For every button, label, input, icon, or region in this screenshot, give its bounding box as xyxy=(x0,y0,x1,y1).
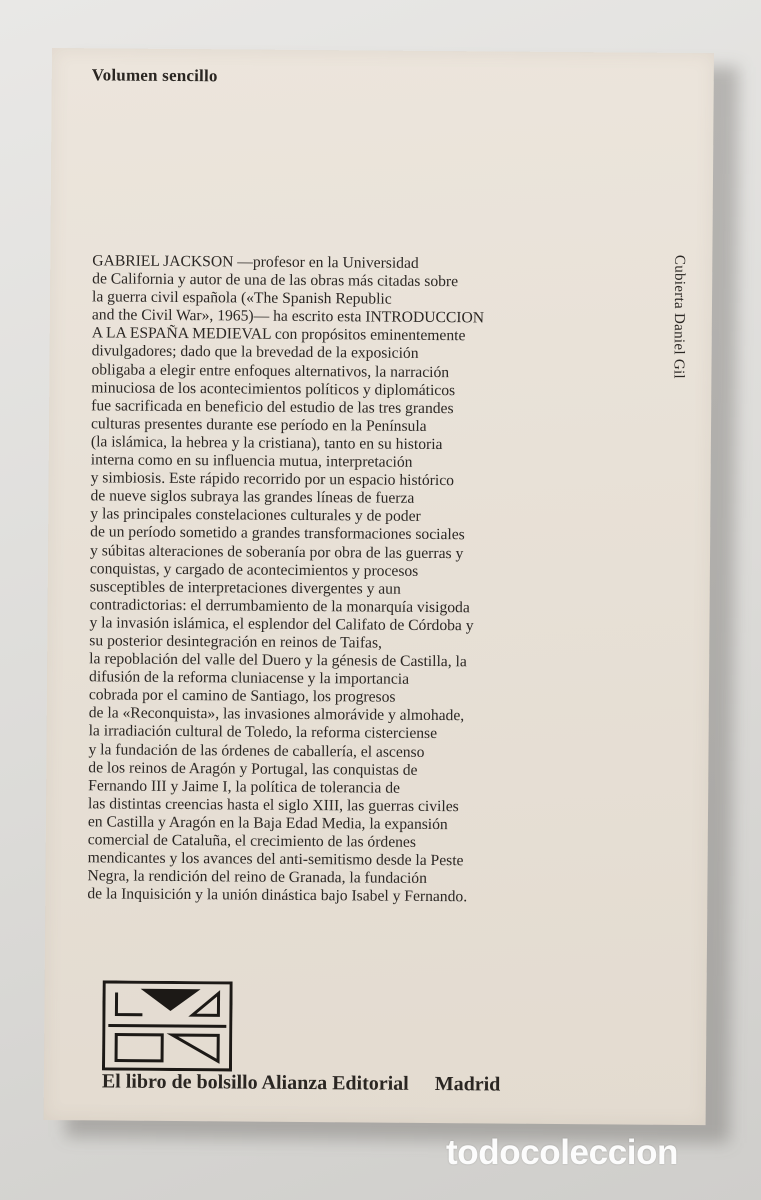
blurb-line: la irradiación cultural de Toledo, la reforma cisterciense xyxy=(88,722,438,743)
blurb-line: y súbitas alteraciones de soberanía por obra de las guerras y xyxy=(89,541,464,562)
todocoleccion-watermark: todocoleccion xyxy=(446,1133,679,1172)
blurb-line: la guerra civil española («The Spanish Republic xyxy=(91,288,392,308)
blurb-line: en Castilla y Aragón en la Baja Edad Media, la expansión xyxy=(87,813,448,834)
blurb-line: and the Civil War», 1965)— ha escrito esta INTRODUCCION xyxy=(91,306,485,327)
blurb-line: interna como en su influencia mutua, interpretación xyxy=(90,451,413,471)
blurb-line: de un período sometido a grandes transformaciones sociales xyxy=(90,523,465,544)
blurb-line: y la invasión islámica, el esplendor del Califato de Córdoba y xyxy=(89,614,474,635)
blurb-line: minuciosa de los acontecimientos políticos y diplomáticos xyxy=(91,378,456,399)
blurb-line: de la «Reconquista», las invasiones almorávide y almohade, xyxy=(88,704,465,725)
blurb-line: su posterior desintegración en reinos de Taifas, xyxy=(89,632,383,652)
blurb-line: y simbiosis. Este rápido recorrido por un espacio histórico xyxy=(90,469,455,490)
blurb-line: obligaba a elegir entre enfoques alternativos, la narración xyxy=(91,360,450,381)
blurb-line: fue sacrificada en beneficio del estudio de las tres grandes xyxy=(91,397,454,417)
blurb-line: (la islámica, la hebrea y la cristiana), tanto en su historia xyxy=(90,433,443,454)
series-name: El libro de bolsillo Alianza Editorial xyxy=(101,1070,409,1095)
blurb-line: susceptibles de interpretaciones divergentes y aun xyxy=(89,578,401,598)
blurb-line: A LA ESPAÑA MEDIEVAL con propósitos eminentemente xyxy=(91,324,466,345)
book-back-cover xyxy=(44,48,714,1125)
blurb-line: las distintas creencias hasta el siglo XIII, las guerras civiles xyxy=(87,795,459,816)
blurb-line: conquistas, y cargado de acontecimientos y procesos xyxy=(89,559,419,580)
blurb-line: Fernando III y Jaime I, la política de tolerancia de xyxy=(88,777,401,797)
blurb-line: y la fundación de las órdenes de caballería, el ascenso xyxy=(88,740,425,761)
blurb-line: Negra, la rendición del reino de Granada, la fundación xyxy=(87,867,428,888)
blurb-line: de la Inquisición y la unión dinástica bajo Isabel y Fernando. xyxy=(87,885,468,906)
blurb-line: divulgadores; dado que la brevedad de la exposición xyxy=(91,342,419,363)
blurb-line: y las principales constelaciones culturales y de poder xyxy=(90,505,421,526)
blurb-line: GABRIEL JACKSON —profesor en la Universidad xyxy=(92,252,419,272)
alianza-editorial-logo-icon xyxy=(102,980,233,1071)
blurb-line: mendicantes y los avances del anti-semitismo desde la Peste xyxy=(87,849,464,870)
blurb-line: difusión de la reforma cluniacense y la importancia xyxy=(88,668,410,688)
blurb-line: culturas presentes durante ese período en la Península xyxy=(90,415,427,435)
blurb-line: la repoblación del valle del Duero y la génesis de Castilla, la xyxy=(89,650,467,671)
blurb-line: de nueve siglos subraya las grandes líneas de fuerza xyxy=(90,487,415,508)
publisher-city: Madrid xyxy=(434,1073,501,1096)
publisher-imprint xyxy=(102,1070,501,1096)
blurb-line: comercial de Cataluña, el crecimiento de las órdenes xyxy=(87,831,417,851)
blurb-line: de los reinos de Aragón y Portugal, las conquistas de xyxy=(88,758,418,779)
blurb-line: contradictorias: el derrumbamiento de la monarquía visigoda xyxy=(89,596,470,617)
volume-label: Volumen sencillo xyxy=(91,65,218,86)
blurb-line: de California y autor de una de las obras más citadas sobre xyxy=(92,270,459,291)
blurb-line: cobrada por el camino de Santiago, los progresos xyxy=(88,686,396,706)
blurb-text xyxy=(87,252,652,908)
cover-design-credit: Cubierta Daniel Gil xyxy=(670,254,688,380)
